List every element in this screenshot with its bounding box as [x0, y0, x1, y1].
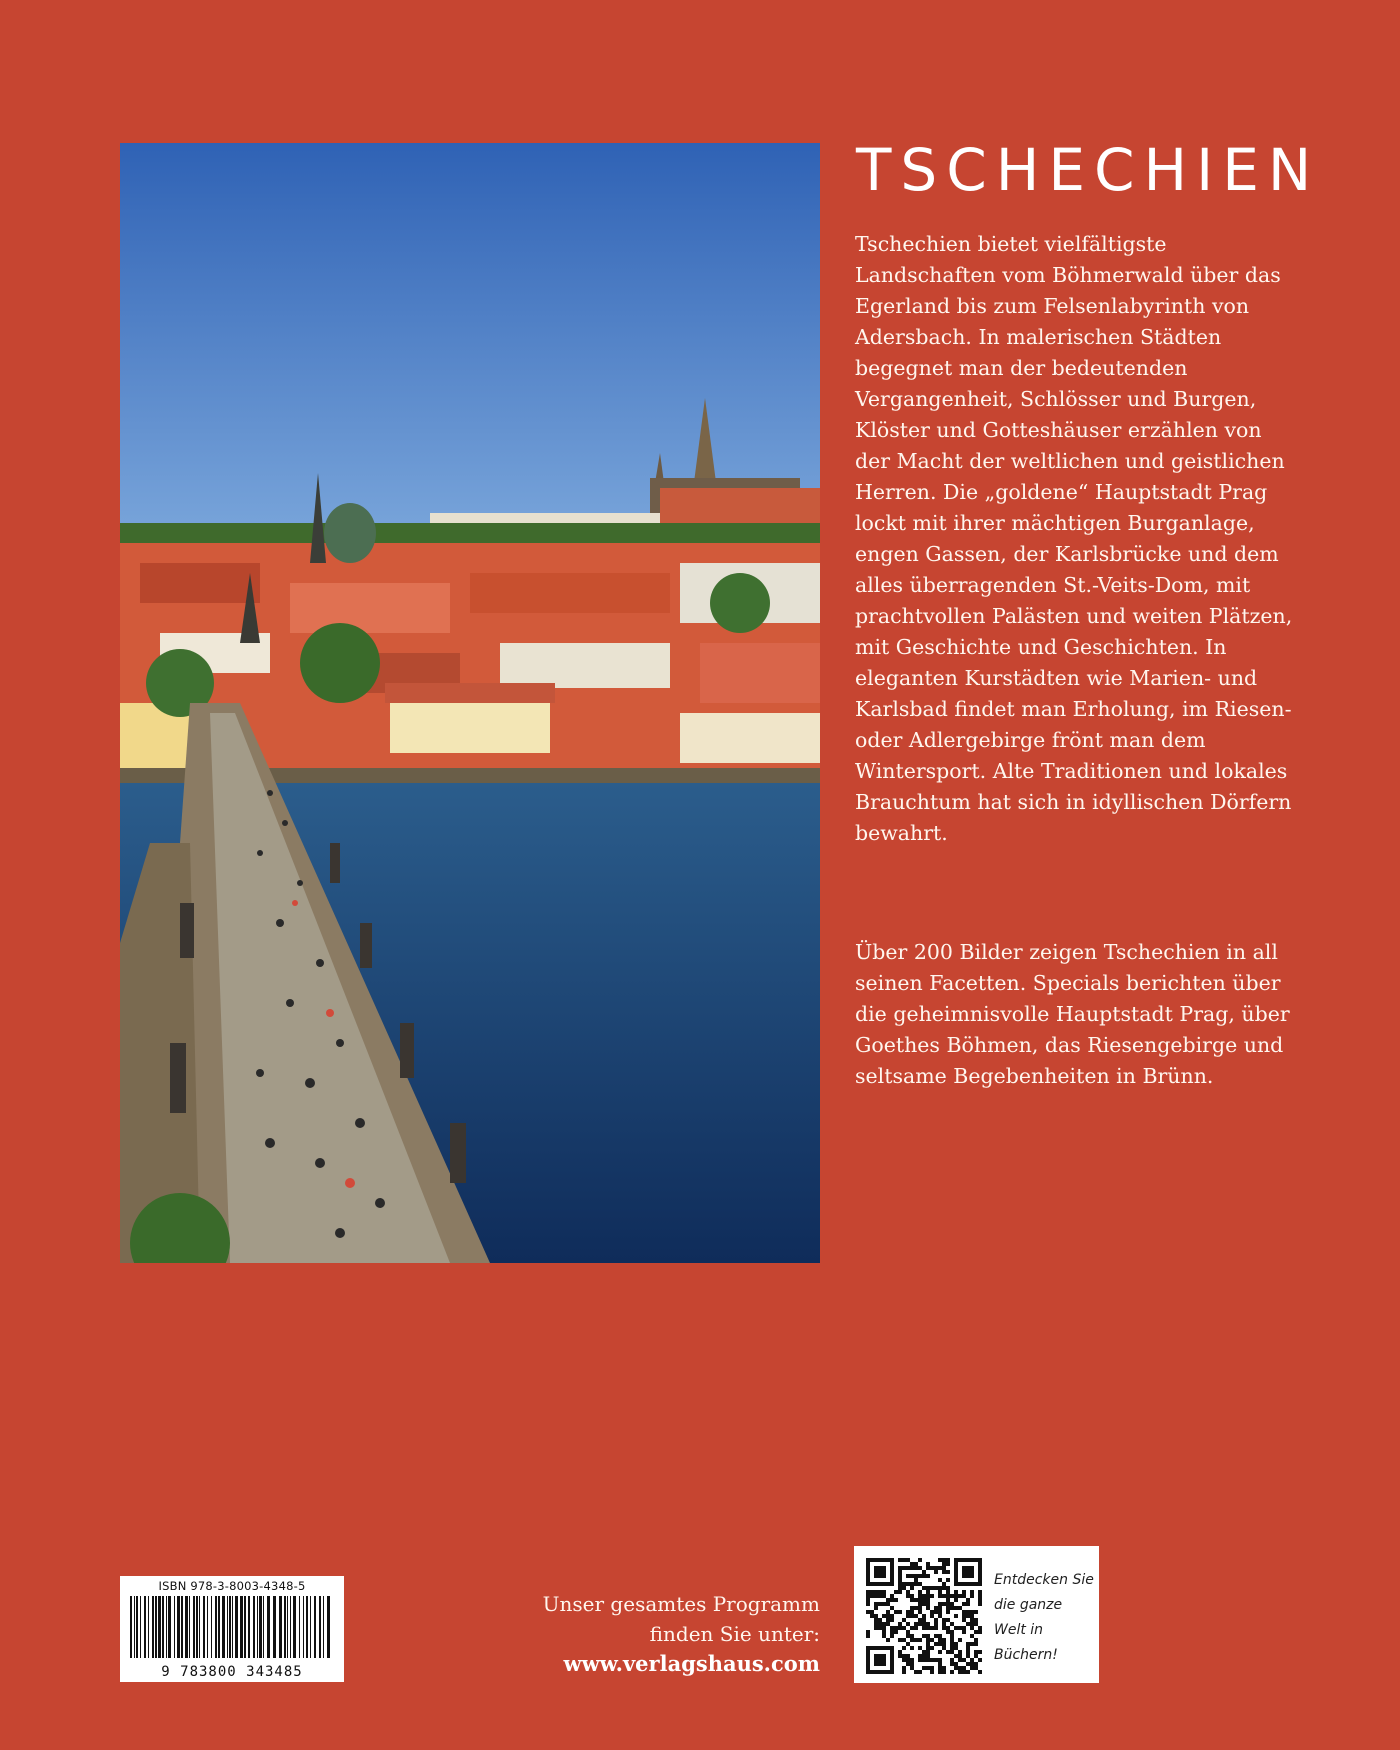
qr-code-icon[interactable] — [866, 1558, 982, 1674]
program-line-1: Unser gesamtes Programm — [542, 1592, 820, 1616]
isbn-barcode-label — [120, 1576, 344, 1682]
publisher-info — [470, 1589, 820, 1679]
features-paragraph: Über 200 Bilder zeigen Tschechien in all seinen Facetten. Specials berichten über die geheimnisvolle Hauptstadt Prag, über Goethes Böhmen, das Riesengebirge und seltsame Begebenheiten in Brünn. — [855, 940, 1290, 1088]
st-nicholas-dome — [324, 503, 376, 563]
cover-photo — [120, 143, 820, 1263]
description-paragraph: Tschechien bietet vielfältigste Landschaften vom Böhmerwald über das Egerland bis zum Felsenlabyrinth von Adersbach. In malerischen Städten begegnet man der bedeutenden Vergangenheit, Schlösser und Burgen, Klöster und Gotteshäuser erzählen von der Macht der weltlichen und geistlichen Herren. Die „goldene“ Hauptstadt Prag lockt mit ihrer mächtigen Burganlage, engen Gassen, der Karlsbrücke und dem alles überragenden St.-Veits-Dom, mit prachtvollen Palästen und weiten Plätzen, mit Geschichte und Geschichten. In eleganten Kurstädten wie Marien- und Karlsbad findet man Erholung, im Riesen- oder Adlergebirge frönt man dem Wintersport. Alte Traditionen und lokales Brauchtum hat sich in idyllischen Dörfern bewahrt. — [855, 232, 1293, 845]
book-title: TSCHECHIEN — [856, 136, 1321, 204]
isbn-number: ISBN 978-3-8003-4348-5 — [158, 1579, 306, 1593]
qr-slogan: Entdecken Sie die ganze Welt in Büchern! — [994, 1572, 1094, 1663]
publisher-url[interactable]: www.verlagshaus.com — [563, 1651, 820, 1676]
qr-code-label — [854, 1546, 1099, 1683]
barcode-icon — [130, 1596, 334, 1658]
barcode-digits: 9 783800 343485 — [161, 1664, 303, 1680]
program-line-2: finden Sie unter: — [649, 1622, 820, 1646]
